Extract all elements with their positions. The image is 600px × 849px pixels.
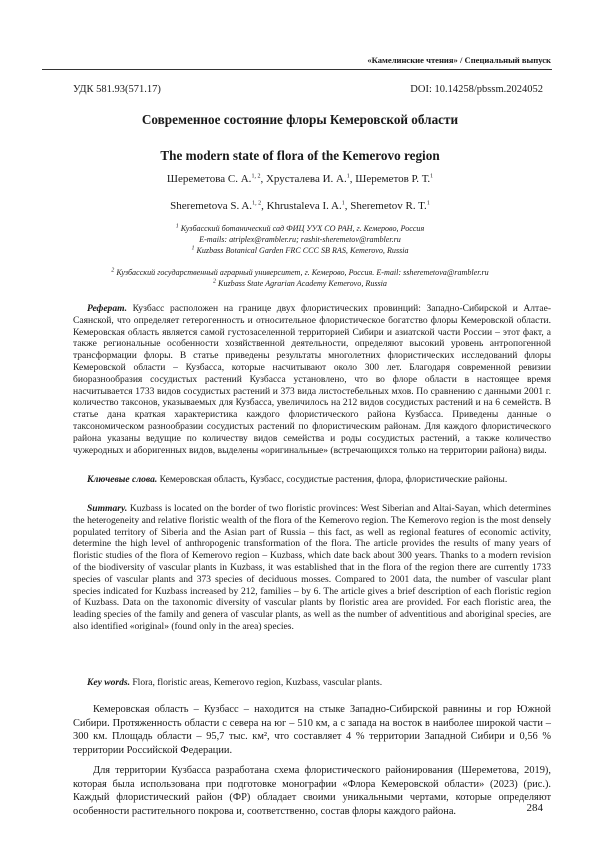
abstract-ru bbox=[73, 303, 551, 456]
abstract-ru-text: Кузбасс расположен на границе двух флористических провинций: Западно-Сибирской и Алтае-Саянской, что определяет гетерогенность и относительное флористическое богатство флоры Кемеровской области. Кемеровская область является самой густозаселенной территорией Сибири и азиатской части России – этот факт, а также региональные особенности хозяйственной деятельности, определяют высокий уровень антропогенной трансформации флоры. В статье приведены результаты многолетних флористических исследований флоры Кемеровской области – Кузбасса, которые насчитывают около 300 лет. Благодаря современной ревизии биоразнообразия сосудистых растений Кузбасса установлено, что во флоре области в настоящее время насчитывается 1733 видов сосудистых растений и 373 вида листостебельных мхов. По сравнению с данными 2001 г. количество таксонов, указываемых для Кузбасса, увеличилось на 212 видов сосудистых растений и на 6 семейств. В статье дана краткая характеристика каждого флористического района Кузбасса. Приведены данные о таксономическом разнообразии сосудистых растений по флористическим районам. Для каждого флористического района указаны ведущие по количеству видов семейства и роды сосудистых растений, а также количество чужеродных и аборигенных видов, выделены «оригинальные» (встречающихся только на территории района) виды. bbox=[73, 303, 551, 456]
abstract-en-label: Summary. bbox=[87, 503, 128, 514]
udk-code: УДК 581.93(571.17) bbox=[73, 84, 161, 95]
title-ru: Современное состояние флоры Кемеровской области bbox=[141, 112, 459, 127]
page-number: 284 bbox=[526, 802, 543, 814]
author-1: Шереметова С. А. bbox=[166, 173, 252, 185]
title-en: The modern state of flora of the Kemerovo region bbox=[160, 148, 440, 163]
journal-series: «Камелинские чтения» / Специальный выпуск bbox=[367, 55, 551, 65]
author-2: Хрусталева И. А. bbox=[265, 173, 347, 185]
body-paragraph-2: Для территории Кузбасса разработана схема флористического районирования (Шереметова, 2019), которая была использована при подготовке монографии «Флора Кемеровской области» (2023) (рис.). Каждый флористический район (ФР) обладает своими уникальными чертами, которые определяют особенности растительного покрова и, соответственно, состав флоры каждого района. bbox=[73, 765, 551, 817]
author-1: Sheremetova S. A. bbox=[170, 200, 253, 212]
affiliation-1-emails[interactable]: E-mails: atriplex@rambler.ru; rashit-sheremetov@rambler.ru bbox=[199, 234, 401, 244]
affiliation-2: $^2$ Кузбасский государственный аграрный университет, г. Кемерово, Россия. E-mail: ssheremetova@rambler.ru $^2$ Kuzbass State Agrarian Academy Kemerovo, Russia bbox=[111, 267, 489, 288]
authors-ru: Шереметова С. А.$^{1, 2}$, Хрусталева И. А.$^1$, Шереметов Р. Т.$^1$ bbox=[166, 173, 434, 185]
author-3: Шереметов Р. Т. bbox=[355, 173, 431, 185]
doi[interactable]: DOI: 10.14258/pbssm.2024052 bbox=[410, 84, 543, 95]
authors-en: Sheremetova S. A.$^{1, 2}$, Khrustaleva I. A.$^1$, Sheremetov R. T.$^1$ bbox=[170, 200, 430, 212]
author-2: Khrustaleva I. A. bbox=[266, 200, 342, 212]
author-3: Sheremetov R. T. bbox=[350, 200, 427, 212]
header-divider bbox=[42, 69, 552, 70]
affiliation-1: $^1$ Кузбасский ботанический сад ФИЦ УУХ СО РАН, г. Кемерово, Россия E-mails: atriplex@rambler.ru; rashit-sheremetov@rambler.ru $^1$ Kuzbass Botanical Garden FRC CCC SB RAS, Kemerovo, Russia bbox=[0, 224, 600, 256]
abstract-en bbox=[73, 503, 551, 633]
keywords-ru: Ключевые слова. Кемеровская область, Кузбасс, сосудистые растения, флора, флористические районы. bbox=[87, 474, 508, 485]
abstract-ru-label: Реферат. bbox=[87, 303, 128, 314]
body-paragraph-1: Кемеровская область – Кузбасс – находится на стыке Западно-Сибирской равнины и гор Южной Сибири. Протяженность области с севера на юг – 510 км, а с запада на восток в наиболее широкой части – 300 км. Площадь области – 95,7 тыс. км², что составляет 4 % территории Западной Сибири и 0,56 % территории Российской Федерации. bbox=[73, 704, 551, 756]
abstract-en-text: Kuzbass is located on the border of two floristic provinces: West Siberian and Altai-Sayan, which determines the heterogeneity and relative floristic wealth of the flora of the Kemerovo region. The Kemerovo region is the most densely populated territory of Siberia and the Asian part of Russia – this fact, as well as regional features of economic activity, determine the high level of anthropogenic transformation of the flora. The article provides the results of many years of floristic studies of the flora of Kemerovo region – Kuzbass, which date back about 300 years. Thanks to a modern revision of the biodiversity of vascular plants in Kuzbass, it was established that in the flora of the region there are currently 1733 species of vascular plants and 373 species of deciduous mosses. Compared to 2001 data, the number of vascular plant species indicated for Kuzbass increased by 212, families – by 6. The article gives a brief description of each floristic region of Kuzbass. Data on the taxonomic diversity of vascular plants by floristic area are provided. For each floristic area, the leading species of the family and genera of vascular plants, as well as the number of adventitious and aboriginal species, are also identified «original» (found only in the area) species. bbox=[73, 503, 551, 632]
keywords-en: Key words. Flora, floristic areas, Kemerovo region, Kuzbass, vascular plants. bbox=[87, 677, 383, 688]
